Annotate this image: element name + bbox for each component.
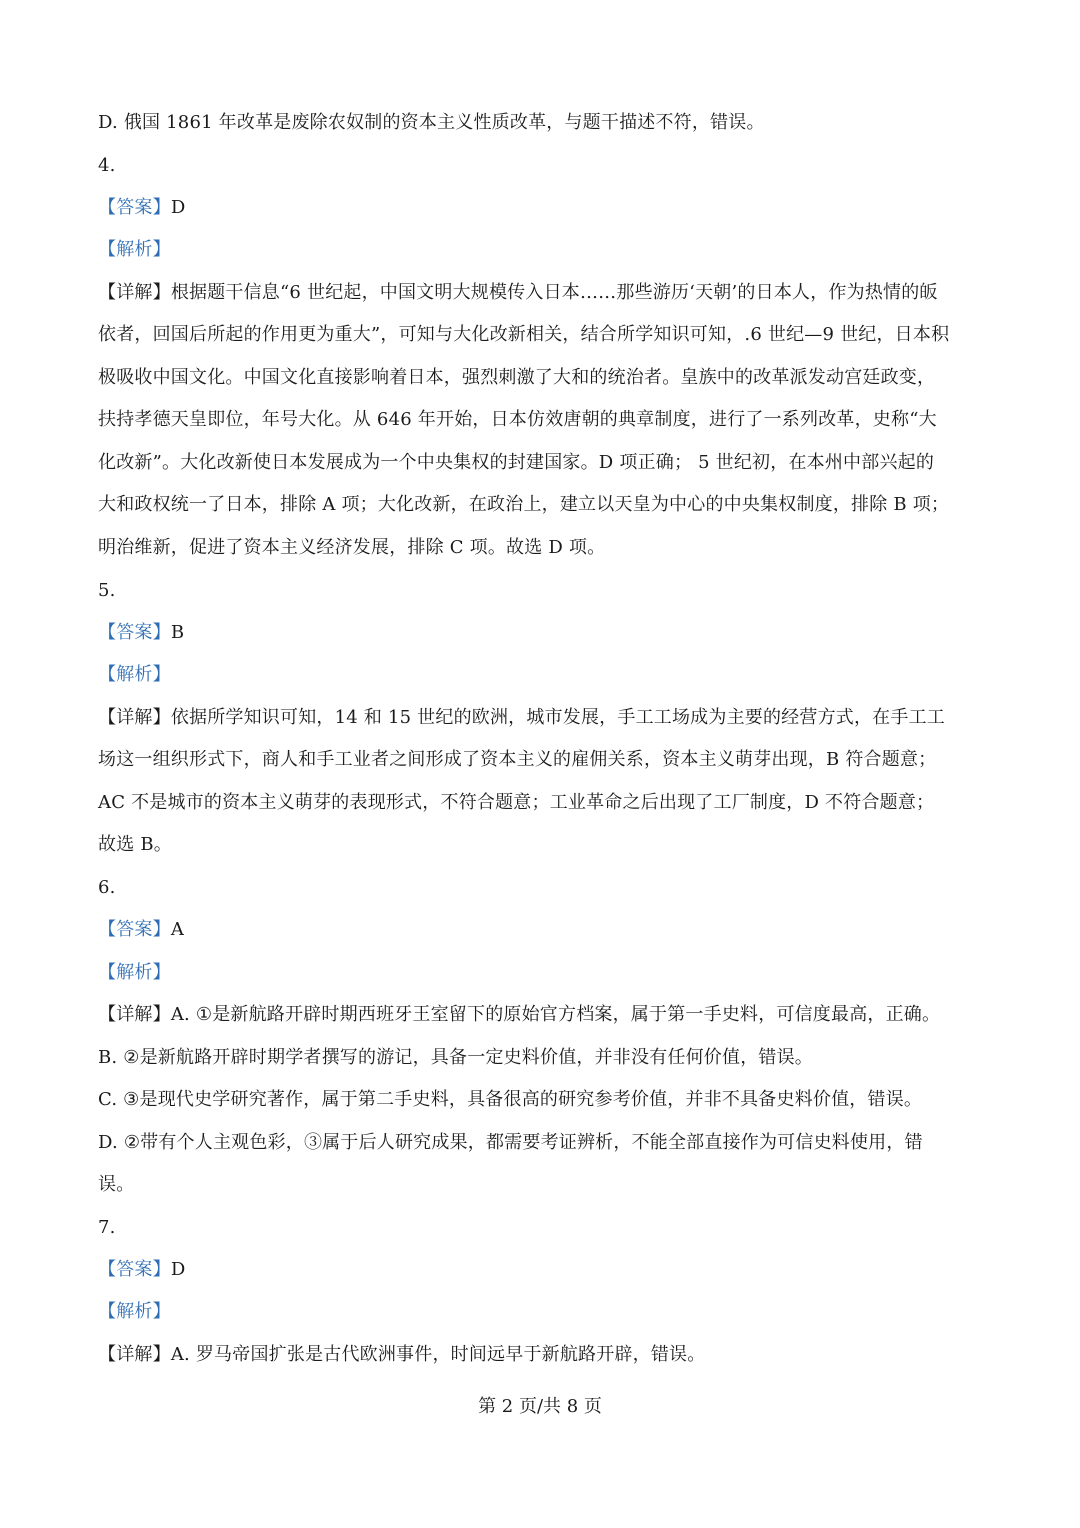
answer-line bbox=[98, 1255, 988, 1285]
text-line: 故选 B。 bbox=[98, 834, 172, 855]
question-number: 5. bbox=[98, 580, 116, 601]
answer-label: 【答案】 bbox=[98, 197, 171, 218]
answer-value: A bbox=[170, 919, 185, 940]
analysis-label: 【解析】 bbox=[98, 664, 171, 685]
answer-label: 【答案】 bbox=[98, 622, 171, 643]
answer-line bbox=[98, 618, 988, 648]
analysis-label: 【解析】 bbox=[98, 962, 171, 983]
text-line: AC 不是城市的资本主义萌芽的表现形式，不符合题意；工业革命之后出现了工厂制度，D 不符合题意； bbox=[98, 792, 935, 813]
detail-label: 【详解】 bbox=[98, 707, 171, 728]
text-line: 依者，回国后所起的作用更为重大”，可知与大化改新相关，结合所学知识可知，.6 世纪—9 世纪，日本积 bbox=[98, 324, 950, 345]
text-line: 明治维新，促进了资本主义经济发展，排除 C 项。故选 D 项。 bbox=[98, 537, 606, 558]
detail-label: 【详解】 bbox=[98, 1344, 171, 1365]
text-line: 扶持孝德天皇即位，年号大化。从 646 年开始，日本仿效唐朝的典章制度，进行了一系列改革，史称“大 bbox=[98, 409, 937, 430]
detail-label: 【详解】 bbox=[98, 1004, 171, 1025]
detail-line bbox=[98, 1340, 988, 1370]
text-line: 误。 bbox=[98, 1174, 135, 1195]
detail-text: 根据题干信息“6 世纪起，中国文明大规模传入日本……那些游历‘天朝’的日本人，作为热情的皈 bbox=[170, 282, 938, 303]
detail-label: 【详解】 bbox=[98, 282, 171, 303]
analysis-label: 【解析】 bbox=[98, 239, 171, 260]
answer-value: D bbox=[170, 197, 186, 218]
text-line: 极吸收中国文化。中国文化直接影响着日本，强烈刺激了大和的统治者。皇族中的改革派发动宫廷政变， bbox=[98, 367, 936, 388]
text-line: 场这一组织形式下，商人和手工业者之间形成了资本主义的雇佣关系，资本主义萌芽出现，B 符合题意； bbox=[98, 749, 937, 770]
answer-label: 【答案】 bbox=[98, 1259, 171, 1280]
analysis-label: 【解析】 bbox=[98, 1301, 171, 1322]
detail-line bbox=[98, 703, 988, 733]
page-footer: 第 2 页/共 8 页 bbox=[478, 1396, 602, 1417]
detail-text: A. ①是新航路开辟时期西班牙王室留下的原始官方档案，属于第一手史料，可信度最高，正确。 bbox=[170, 1004, 941, 1025]
detail-line bbox=[98, 278, 988, 308]
detail-text: A. 罗马帝国扩张是古代欧洲事件，时间远早于新航路开辟，错误。 bbox=[170, 1344, 706, 1365]
text-line: D. 俄国 1861 年改革是废除农奴制的资本主义性质改革，与题干描述不符，错误。 bbox=[98, 112, 765, 133]
answer-line bbox=[98, 915, 988, 945]
answer-label: 【答案】 bbox=[98, 919, 171, 940]
text-line: B. ②是新航路开辟时期学者撰写的游记，具备一定史料价值，并非没有任何价值，错误。 bbox=[98, 1047, 814, 1068]
text-line: C. ③是现代史学研究著作，属于第二手史料，具备很高的研究参考价值，并非不具备史料价值，错误。 bbox=[98, 1089, 923, 1110]
question-number: 7. bbox=[98, 1217, 116, 1238]
detail-text: 依据所学知识可知，14 和 15 世纪的欧洲，城市发展，手工工场成为主要的经营方式，在手工工 bbox=[170, 707, 945, 728]
text-line: 化改新”。大化改新使日本发展成为一个中央集权的封建国家。D 项正确； 5 世纪初，在本州中部兴起的 bbox=[98, 452, 935, 473]
answer-value: D bbox=[170, 1259, 186, 1280]
answer-value: B bbox=[170, 622, 185, 643]
detail-line bbox=[98, 1000, 988, 1030]
text-line: D. ②带有个人主观色彩，③属于后人研究成果，都需要考证辨析，不能全部直接作为可信史料使用，错 bbox=[98, 1132, 923, 1153]
question-number: 6. bbox=[98, 877, 116, 898]
answer-line bbox=[98, 193, 988, 223]
question-number: 4. bbox=[98, 155, 116, 176]
text-line: 大和政权统一了日本，排除 A 项；大化改新，在政治上，建立以天皇为中心的中央集权制度，排除 B 项； bbox=[98, 494, 950, 515]
